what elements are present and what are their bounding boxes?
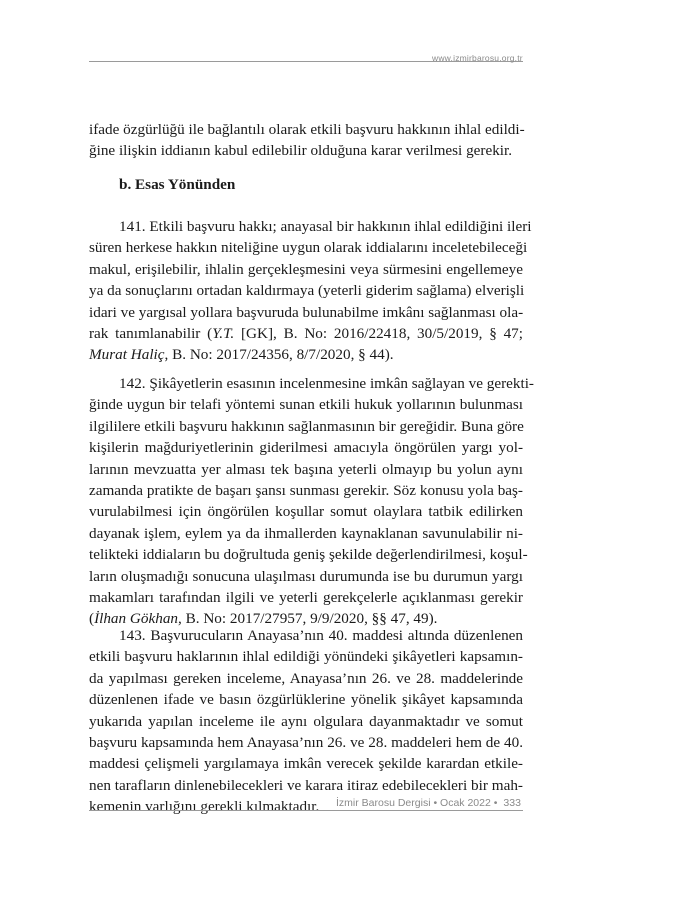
text-line: makul, erişilebilir, ihlalin gerçekleşmesini veya sürmesini engellemeye: [89, 260, 523, 278]
text-line: Murat Haliç, B. No: 2017/24356, 8/7/2020, § 44).: [89, 346, 394, 364]
footer-rule: [89, 810, 523, 811]
text-line: düzenlenen ifade ve basın özgürlüklerine yönelik şikâyet kapsamında: [89, 691, 523, 709]
text-line: telikteki iddiaların bu doğrultuda geniş şekilde değerlendirilmesi, koşul-: [89, 546, 528, 564]
text-line: larının mevzuatta yer alması tek başına yeterli olmayıp bu yolun aynı: [89, 460, 523, 478]
text-line: ğinde uygun bir telafi yöntemi sunan etkili hukuk yollarının bulunması: [89, 396, 523, 414]
paragraph-142: [89, 373, 534, 630]
text-line: ilgililere etkili başvuru hakkının sağlanmasının bir gereğidir. Buna göre: [89, 417, 524, 435]
text-line: idari ve yargısal yollara başvuruda bulunabilme imkânı sağlanması ola-: [89, 303, 524, 321]
case-name: Y.T.: [212, 325, 235, 343]
text-line: 142. Şikâyetlerin esasının incelenmesine imkân sağlayan ve gerekti-: [119, 375, 534, 392]
text-line: maddesi çelişmeli yargılamaya imkân verecek şekilde karardan etkile-: [89, 755, 523, 773]
text-line: ya da sonuçlarını ortadan kaldırmaya (yeterli giderim sağlama) elverişli: [89, 282, 525, 300]
text-line: ğine ilişkin iddianın kabul edilebilir olduğuna karar verilmesi gerekir.: [89, 142, 513, 160]
header-url: www.izmirbarosu.org.tr: [432, 53, 523, 63]
case-name: Murat Haliç: [89, 346, 165, 364]
case-name: İlhan Gökhan: [94, 610, 179, 628]
text-line: 141. Etkili başvuru hakkı; anayasal bir hakkının ihlal edildiğini ileri: [119, 218, 532, 235]
text-line: rak tanımlanabilir (Y.T. [GK], B. No: 2016/22418, 30/5/2019, § 47;: [89, 325, 523, 343]
text-line: kemenin varlığını gerekli kılmaktadır.: [89, 798, 320, 816]
section-heading: b. Esas Yönünden: [119, 176, 236, 193]
text-line: süren herkese hakkın niteliğine uygun olarak iddialarını inceletebileceği: [89, 239, 528, 257]
text-line: dayanak işlem, eylem ya da ihmallerden kaynaklanan savunulabilir ni-: [89, 524, 523, 542]
footer: [336, 797, 521, 809]
journal-name: İzmir Barosu Dergisi • Ocak 2022 •: [336, 797, 498, 809]
text-line: ifade özgürlüğü ile bağlantılı olarak etkili başvuru hakkının ihlal edildi-: [89, 121, 525, 138]
text-line: başvuru kapsamında hem Anayasa’nın 26. ve 28. maddeleri hem de 40.: [89, 734, 523, 752]
text-line: da yapılması gereken inceleme, Anayasa’nın 26. ve 28. maddelerinde: [89, 669, 523, 687]
text-line: yukarıda yapılan inceleme ile aynı olgulara dayanmaktadır ve somut: [89, 712, 523, 730]
text-line: vurulabilmesi için öngörülen koşullar somut olaylara tatbik edilirken: [89, 503, 523, 521]
text-line: etkili başvuru haklarının ihlal edildiği yönündeki şikâyetleri kapsamın-: [89, 648, 523, 666]
paragraph-143: [89, 625, 523, 818]
text-line: makamları tarafından ilgili ve yeterli gerekçelerle açıklanması gerekir: [89, 589, 523, 607]
page-number: 333: [503, 797, 521, 809]
text-line: zamanda pratikte de başarı şansı sunması gerekir. Söz konusu yola baş-: [89, 482, 523, 500]
text-line: kişilerin mağduriyetlerinin giderilmesi amacıyla öngörülen yargı yol-: [89, 439, 523, 457]
text-line: (İlhan Gökhan, B. No: 2017/27957, 9/9/2020, §§ 47, 49).: [89, 610, 438, 628]
text-line: ların oluşmadığı sonucuna ulaşılması durumunda ise bu durumun yargı: [89, 567, 523, 585]
intro-paragraph: [89, 119, 523, 162]
paragraph-141: [89, 216, 532, 366]
text-line: 143. Başvurucuların Anayasa’nın 40. maddesi altında düzenlenen: [119, 627, 523, 644]
header-rule: [89, 61, 419, 62]
text-line: nen tarafların dinlenebilecekleri ve karara itiraz edebilecekleri bir mah-: [89, 776, 523, 794]
